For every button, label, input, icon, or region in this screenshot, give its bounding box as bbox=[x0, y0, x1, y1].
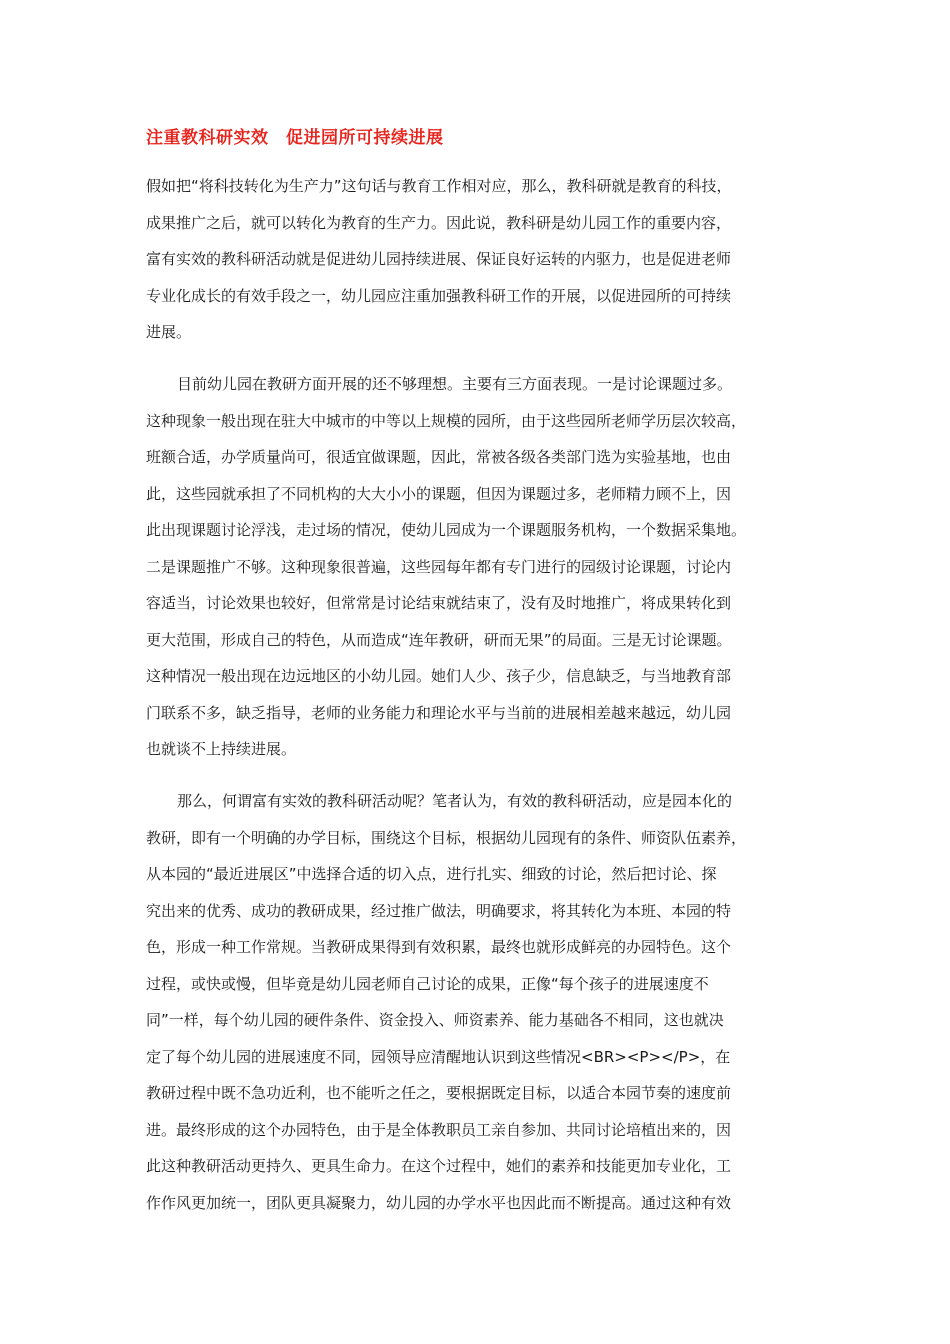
paragraph-line: 富有实效的教科研活动就是促进幼儿园持续进展、保证良好运转的内驱力，也是促进老师 bbox=[146, 250, 732, 268]
paragraph-line: 也就谈不上持续进展。 bbox=[146, 740, 297, 758]
paragraph-2 bbox=[146, 366, 806, 768]
document-title: 注重教科研实效 促进园所可持续进展 bbox=[146, 128, 444, 148]
paragraph-line: 那么，何谓富有实效的教科研活动呢？笔者认为，有效的教科研活动，应是园本化的 bbox=[177, 792, 733, 810]
paragraph-line: 此，这些园就承担了不同机构的大大小小的课题，但因为课题过多，老师精力顾不上，因 bbox=[146, 484, 732, 503]
paragraph-3 bbox=[146, 783, 806, 1221]
paragraph-line: 更大范围，形成自己的特色，从而造成“连年教研，研而无果”的局面。三是无讨论课题。 bbox=[146, 630, 732, 649]
paragraph-line: 容适当，讨论效果也较好，但常常是讨论结束就结束了，没有及时地推广，将成果转化到 bbox=[146, 594, 732, 612]
paragraph-line: 同”一样，每个幼儿园的硬件条件、资金投入、师资素养、能力基础各不相同，这也就决 bbox=[146, 1011, 724, 1029]
paragraph-line: 假如把“将科技转化为生产力”这句话与教育工作相对应，那么，教科研就是教育的科技， bbox=[146, 177, 732, 195]
paragraph-line: 教研过程中既不急功近利，也不能听之任之，要根据既定目标，以适合本园节奏的速度前 bbox=[146, 1084, 732, 1102]
paragraph-line: 进。最终形成的这个办园特色，由于是全体教职员工亲自参加、共同讨论培植出来的，因 bbox=[146, 1120, 732, 1139]
paragraph-line: 这种现象一般出现在驻大中城市的中等以上规模的园所，由于这些园所老师学历层次较高， bbox=[146, 411, 747, 430]
paragraph-line: 作作风更加统一，团队更具凝聚力，幼儿园的办学水平也因此而不断提高。通过这种有效 bbox=[146, 1193, 732, 1212]
paragraph-line: 过程，或快或慢，但毕竟是幼儿园老师自己讨论的成果，正像“每个孩子的进展速度不 bbox=[146, 974, 709, 993]
paragraph-line: 进展。 bbox=[146, 323, 192, 341]
paragraph-line: 色，形成一种工作常规。当教研成果得到有效积累，最终也就形成鲜亮的办园特色。这个 bbox=[146, 938, 732, 956]
paragraph-line: 定了每个幼儿园的进展速度不同，园领导应清醒地认识到这些情况<BR><P></P>，在 bbox=[146, 1047, 731, 1066]
paragraph-1 bbox=[146, 168, 806, 351]
paragraph-line: 此这种教研活动更持久、更具生命力。在这个过程中，她们的素养和技能更加专业化，工 bbox=[146, 1157, 732, 1175]
paragraph-line: 究出来的优秀、成功的教研成果，经过推广做法，明确要求，将其转化为本班、本园的特 bbox=[146, 901, 732, 920]
paragraph-line: 成果推广之后，就可以转化为教育的生产力。因此说，教科研是幼儿园工作的重要内容， bbox=[146, 213, 732, 232]
paragraph-line: 此出现课题讨论浮浅，走过场的情况，使幼儿园成为一个课题服务机构，一个数据采集地。 bbox=[146, 521, 747, 539]
paragraph-line: 这种情况一般出现在边远地区的小幼儿园。她们人少、孩子少，信息缺乏，与当地教育部 bbox=[146, 667, 732, 685]
paragraph-line: 目前幼儿园在教研方面开展的还不够理想。主要有三方面表现。一是讨论课题过多。 bbox=[177, 375, 733, 393]
paragraph-line: 门联系不多，缺乏指导，老师的业务能力和理论水平与当前的进展相差越来越远，幼儿园 bbox=[146, 703, 732, 722]
paragraph-line: 班额合适，办学质量尚可，很适宜做课题，因此，常被各级各类部门选为实验基地，也由 bbox=[146, 448, 732, 466]
paragraph-line: 专业化成长的有效手段之一，幼儿园应注重加强教科研工作的开展，以促进园所的可持续 bbox=[146, 286, 732, 305]
paragraph-line: 教研，即有一个明确的办学目标，围绕这个目标，根据幼儿园现有的条件、师资队伍素养， bbox=[146, 828, 747, 847]
paragraph-line: 二是课题推广不够。这种现象很普遍，这些园每年都有专门进行的园级讨论课题，讨论内 bbox=[146, 557, 732, 576]
paragraph-line: 从本园的“最近进展区”中选择合适的切入点，进行扎实、细致的讨论，然后把讨论、探 bbox=[146, 865, 717, 883]
